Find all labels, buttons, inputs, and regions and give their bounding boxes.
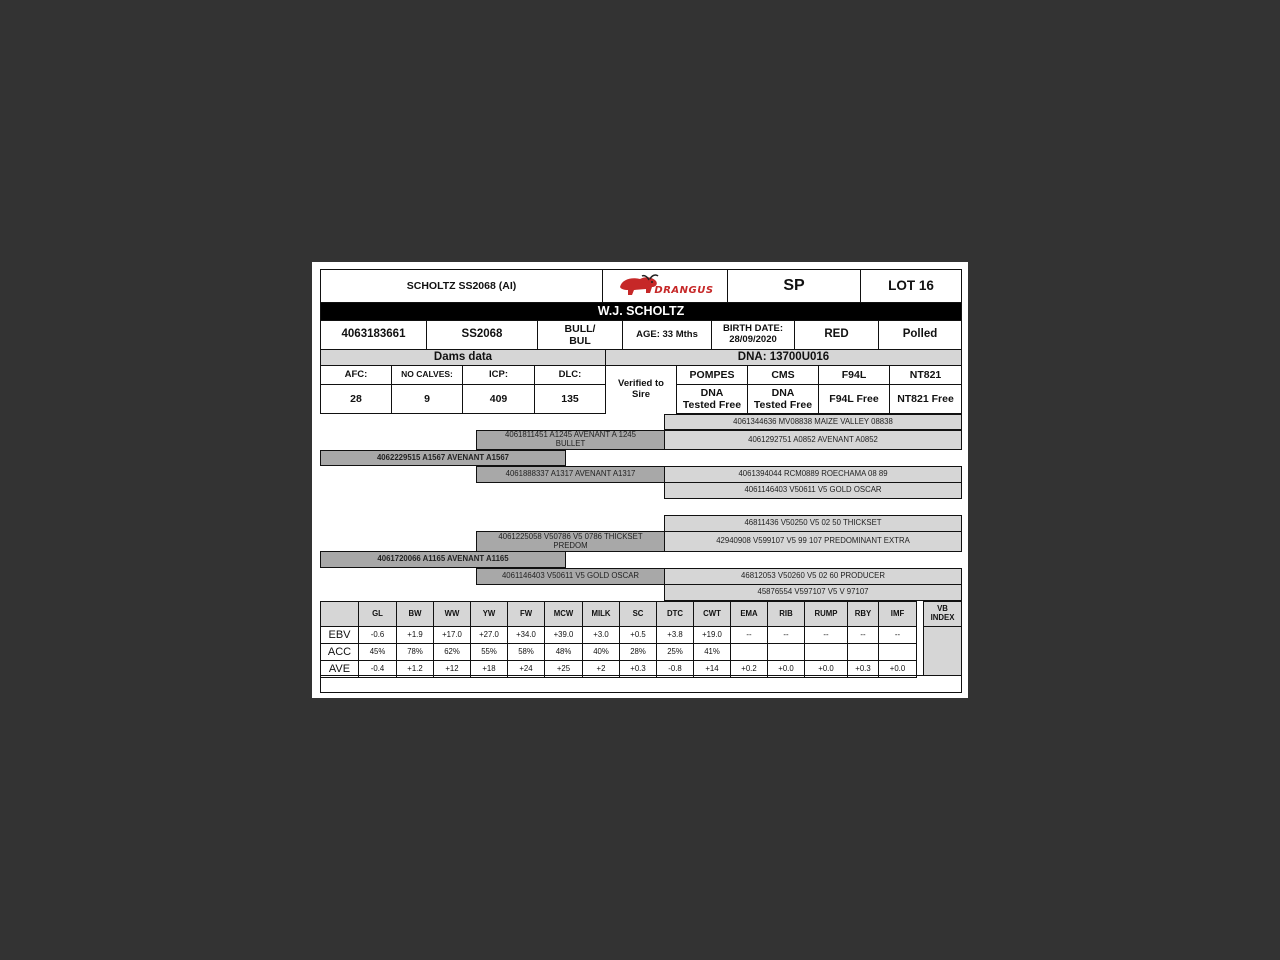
ebv-cell-ebv-mcw: +39.0 <box>544 626 583 644</box>
ebv-cell-acc-cwt: 41% <box>693 643 731 661</box>
ebv-col-bw: BW <box>396 601 434 627</box>
ebv-cell-ebv-rump: -- <box>804 626 848 644</box>
ebv-cell-ave-dtc: -0.8 <box>656 660 694 678</box>
ebv-cell-ave-bw: +1.2 <box>396 660 434 678</box>
ebv-cell-acc-bw: 78% <box>396 643 434 661</box>
pedigree-dam-sire-line2: PREDOM <box>553 540 588 550</box>
sp-label: SP <box>727 269 861 303</box>
vb-index-line1: VB <box>937 604 948 614</box>
ebv-cell-ave-imf: +0.0 <box>878 660 917 678</box>
ebv-cell-ave-rump: +0.0 <box>804 660 848 678</box>
ebv-col-cwt: CWT <box>693 601 731 627</box>
ebv-cell-acc-dtc: 25% <box>656 643 694 661</box>
cms-result-line2: Tested Free <box>753 399 813 411</box>
ebv-cell-ave-yw: +18 <box>470 660 508 678</box>
pedigree-dam-dam: 4061146403 V50611 V5 GOLD OSCAR <box>476 568 665 585</box>
ebv-col-ema: EMA <box>730 601 768 627</box>
ebv-cell-ebv-ww: +17.0 <box>433 626 471 644</box>
ebv-cell-ave-sc: +0.3 <box>619 660 657 678</box>
ebv-cell-acc-milk: 40% <box>582 643 620 661</box>
ebv-col-imf: IMF <box>878 601 917 627</box>
dna-header: DNA: 13700U016 <box>605 349 962 366</box>
pedigree-sdd: 4061146403 V50611 V5 GOLD OSCAR <box>664 482 962 499</box>
ebv-cell-ave-ww: +12 <box>433 660 471 678</box>
ebv-cell-acc-yw: 55% <box>470 643 508 661</box>
pompes-result-line2: Tested Free <box>682 399 742 411</box>
ebv-row-label-ebv: EBV <box>320 626 359 644</box>
ebv-col-rby: RBY <box>847 601 879 627</box>
ebv-cell-ebv-rby: -- <box>847 626 879 644</box>
ebv-cell-ave-ema: +0.2 <box>730 660 768 678</box>
pedigree-dam-sire <box>476 531 665 552</box>
pompes-result-line1: DNA <box>700 386 724 399</box>
ebv-cell-ave-cwt: +14 <box>693 660 731 678</box>
cms-result <box>747 384 819 414</box>
animal-code: SS2068 <box>426 320 538 350</box>
ebv-corner-cell <box>320 601 359 627</box>
ebv-cell-ave-rby: +0.3 <box>847 660 879 678</box>
verified-line1: Verified to <box>618 377 664 389</box>
vb-index-header <box>923 601 962 627</box>
birth-date-value: 28/09/2020 <box>729 334 777 345</box>
pedigree-sire-sire-line2: BULLET <box>555 439 586 448</box>
ebv-cell-acc-rib <box>767 643 805 661</box>
ebv-cell-ave-gl: -0.4 <box>358 660 397 678</box>
ebv-cell-ebv-dtc: +3.8 <box>656 626 694 644</box>
ebv-cell-ebv-yw: +27.0 <box>470 626 508 644</box>
ebv-cell-ave-fw: +24 <box>507 660 545 678</box>
ebv-row-label-acc: ACC <box>320 643 359 661</box>
pompes-label: POMPES <box>676 365 748 385</box>
drangus-logo <box>602 269 728 303</box>
ebv-cell-acc-gl: 45% <box>358 643 397 661</box>
pedigree-sire-sire <box>476 430 665 450</box>
ebv-col-yw: YW <box>470 601 508 627</box>
verified-line2: Sire <box>632 388 650 400</box>
pedigree-dss: 46811436 V50250 V5 02 50 THICKSET <box>664 515 962 532</box>
breeder-name: W.J. SCHOLTZ <box>320 302 962 321</box>
animal-title: SCHOLTZ SS2068 (AI) <box>320 269 603 303</box>
ebv-cell-acc-fw: 58% <box>507 643 545 661</box>
ebv-cell-ebv-gl: -0.6 <box>358 626 397 644</box>
ebv-cell-ebv-rib: -- <box>767 626 805 644</box>
dlc-label: DLC: <box>534 365 606 385</box>
lot-number: LOT 16 <box>860 269 962 303</box>
f94l-result: F94L Free <box>818 384 890 414</box>
pedigree-sss: 4061344636 MV08838 MAIZE VALLEY 08838 <box>664 414 962 430</box>
pedigree-ddd: 45876554 V597107 V5 V 97107 <box>664 584 962 601</box>
ebv-col-ww: WW <box>433 601 471 627</box>
nt821-result: NT821 Free <box>889 384 962 414</box>
pedigree-dam: 4061720066 A1165 AVENANT A1165 <box>320 551 566 568</box>
ebv-cell-ebv-fw: +34.0 <box>507 626 545 644</box>
ebv-col-mcw: MCW <box>544 601 583 627</box>
ebv-cell-acc-ww: 62% <box>433 643 471 661</box>
age-field: AGE: 33 Mths <box>622 320 712 350</box>
polled-field: Polled <box>878 320 962 350</box>
ebv-cell-acc-sc: 28% <box>619 643 657 661</box>
icp-label: ICP: <box>462 365 535 385</box>
lot-card <box>312 262 968 698</box>
f94l-label: F94L <box>818 365 890 385</box>
ebv-col-gl: GL <box>358 601 397 627</box>
ebv-col-fw: FW <box>507 601 545 627</box>
ebv-cell-acc-ema <box>730 643 768 661</box>
ebv-cell-ebv-cwt: +19.0 <box>693 626 731 644</box>
verified-to-sire <box>605 365 677 414</box>
ebv-cell-ave-milk: +2 <box>582 660 620 678</box>
ebv-col-dtc: DTC <box>656 601 694 627</box>
ebv-col-rump: RUMP <box>804 601 848 627</box>
ebv-cell-ebv-imf: -- <box>878 626 917 644</box>
ebv-cell-ebv-ema: -- <box>730 626 768 644</box>
dlc-value: 135 <box>534 384 606 414</box>
birth-date-label: BIRTH DATE: <box>723 323 783 335</box>
pedigree-ssd: 4061292751 A0852 AVENANT A0852 <box>664 430 962 450</box>
ebv-col-rib: RIB <box>767 601 805 627</box>
pompes-result <box>676 384 748 414</box>
sex-line1: BULL/ <box>564 322 596 335</box>
ebv-col-milk: MILK <box>582 601 620 627</box>
animal-id: 4063183661 <box>320 320 427 350</box>
brand-text: DRANGUS <box>654 285 714 297</box>
ebv-row-label-ave: AVE <box>320 660 359 678</box>
ebv-cell-ave-mcw: +25 <box>544 660 583 678</box>
color-field: RED <box>794 320 879 350</box>
no-calves-value: 9 <box>391 384 463 414</box>
pedigree-sire: 4062229515 A1567 AVENANT A1567 <box>320 450 566 466</box>
ebv-col-sc: SC <box>619 601 657 627</box>
ebv-cell-acc-imf <box>878 643 917 661</box>
pedigree-sire-sire-line1: 4061811451 A1245 AVENANT A 1245 <box>505 430 636 440</box>
ebv-cell-acc-mcw: 48% <box>544 643 583 661</box>
icp-value: 409 <box>462 384 535 414</box>
pedigree-dsd: 42940908 V599107 V5 99 107 PREDOMINANT EXTRA <box>664 531 962 552</box>
pedigree-sds: 4061394044 RCM0889 ROECHAMA 08 89 <box>664 466 962 483</box>
ebv-cell-ebv-bw: +1.9 <box>396 626 434 644</box>
sex-line2: BUL <box>569 335 591 347</box>
afc-label: AFC: <box>320 365 392 385</box>
cms-result-line1: DNA <box>771 386 795 399</box>
pedigree-dds: 46812053 V50260 V5 02 60 PRODUCER <box>664 568 962 585</box>
sex-field <box>537 320 623 350</box>
ebv-cell-ebv-milk: +3.0 <box>582 626 620 644</box>
nt821-label: NT821 <box>889 365 962 385</box>
dams-header: Dams data <box>320 349 606 366</box>
cms-label: CMS <box>747 365 819 385</box>
ebv-cell-acc-rump <box>804 643 848 661</box>
ebv-cell-ebv-sc: +0.5 <box>619 626 657 644</box>
no-calves-label: NO CALVES: <box>391 365 463 385</box>
afc-value: 28 <box>320 384 392 414</box>
vb-index-line2: INDEX <box>930 613 955 622</box>
pedigree-sire-dam: 4061888337 A1317 AVENANT A1317 <box>476 466 665 483</box>
ebv-cell-ave-rib: +0.0 <box>767 660 805 678</box>
birth-date-field <box>711 320 795 350</box>
ebv-cell-acc-rby <box>847 643 879 661</box>
pedigree-dam-sire-line1: 4061225058 V50786 V5 0786 THICKSET <box>498 531 643 541</box>
vb-index-value <box>923 626 962 676</box>
